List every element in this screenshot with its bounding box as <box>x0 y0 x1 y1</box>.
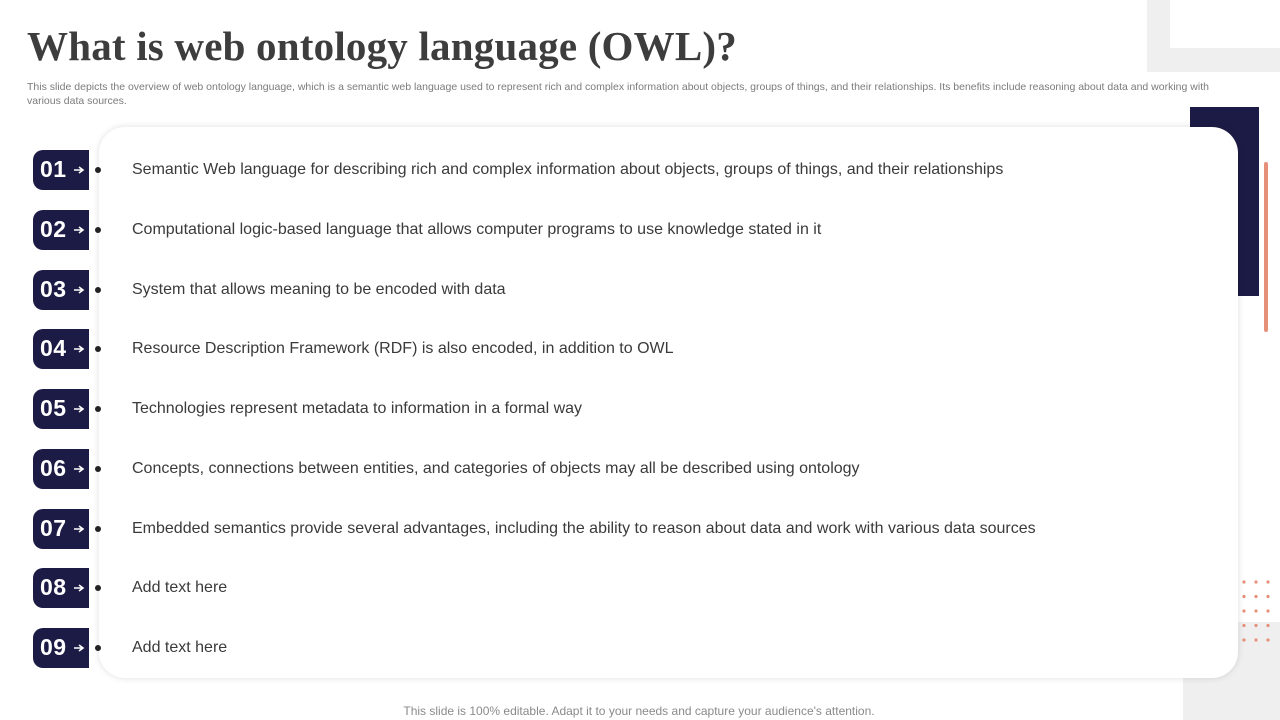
list-item <box>33 329 1133 369</box>
number-badge <box>33 628 89 668</box>
item-number: 05 <box>40 395 67 421</box>
list-item <box>33 210 1133 250</box>
decorative-dot <box>1242 580 1245 583</box>
decorative-dot <box>1266 638 1269 641</box>
arrow-right-icon <box>73 164 85 176</box>
item-text[interactable]: System that allows meaning to be encoded with data <box>132 280 506 298</box>
arrow-right-icon <box>73 403 85 415</box>
decorative-dot <box>1254 624 1257 627</box>
arrow-right-icon <box>73 343 85 355</box>
decorative-dot <box>1242 624 1245 627</box>
list-item <box>33 270 1133 310</box>
bullet-icon <box>95 287 101 293</box>
item-number: 04 <box>40 335 67 362</box>
decorative-dot <box>1254 595 1257 598</box>
decorative-dot <box>1266 595 1269 598</box>
arrow-right-icon <box>73 463 85 475</box>
list-item <box>33 449 1133 489</box>
decorative-dot <box>1266 580 1269 583</box>
decorative-dot <box>1266 609 1269 612</box>
item-text[interactable]: Embedded semantics provide several advantages, including the ability to reason about data and work with various data sources <box>132 519 1036 537</box>
number-badge <box>33 329 89 369</box>
arrow-right-icon <box>73 224 85 236</box>
decorative-dot <box>1254 580 1257 583</box>
bullet-icon <box>95 406 101 412</box>
number-badge <box>33 389 89 429</box>
list-item <box>33 628 1133 668</box>
item-number: 03 <box>40 275 67 302</box>
item-text[interactable]: Resource Description Framework (RDF) is also encoded, in addition to OWL <box>132 340 674 358</box>
number-badge <box>33 568 89 608</box>
footer-note: This slide is 100% editable. Adapt it to your needs and capture your audience's attention. <box>403 704 875 718</box>
decorative-dot <box>1242 595 1245 598</box>
decorative-dot <box>1242 609 1245 612</box>
item-text[interactable]: Add text here <box>132 579 228 597</box>
item-text[interactable]: Concepts, connections between entities, and categories of objects may all be described using ontology <box>132 459 860 477</box>
arrow-right-icon <box>73 284 85 296</box>
decorative-white-block-top <box>1170 0 1280 48</box>
number-badge <box>33 150 89 190</box>
decorative-dot <box>1254 609 1257 612</box>
decorative-dot <box>1266 624 1269 627</box>
item-text[interactable]: Technologies represent metadata to information in a formal way <box>132 400 583 417</box>
item-text[interactable]: Add text here <box>132 639 228 656</box>
item-number: 08 <box>40 574 67 601</box>
bullet-icon <box>95 227 101 233</box>
item-number: 02 <box>40 215 67 242</box>
item-number: 07 <box>40 514 67 541</box>
bullet-icon <box>95 585 101 591</box>
number-badge <box>33 449 89 489</box>
item-text[interactable]: Computational logic-based language that allows computer programs to use knowledge stated in it <box>132 220 822 238</box>
list-item <box>33 568 1133 608</box>
arrow-right-icon <box>73 523 85 535</box>
item-number: 01 <box>40 156 67 182</box>
bullet-icon <box>95 167 101 173</box>
item-number: 06 <box>40 454 67 481</box>
arrow-right-icon <box>73 642 85 654</box>
item-number: 09 <box>40 634 67 660</box>
list-item <box>33 150 1133 190</box>
decorative-dot <box>1254 638 1257 641</box>
decorative-dot <box>1242 638 1245 641</box>
number-badge <box>33 509 89 549</box>
bullet-icon <box>95 466 101 472</box>
number-badge <box>33 210 89 250</box>
slide-title: What is web ontology language (OWL)? <box>27 23 737 69</box>
item-text[interactable]: Semantic Web language for describing rich and complex information about objects, groups of things, and their relationships <box>132 161 1004 178</box>
bullet-icon <box>95 346 101 352</box>
slide-subtitle: This slide depicts the overview of web ontology language, which is a semantic web language used to represent rich and complex information about objects, groups of things, and their relationships. Its benefits include reasoning about data and working with various data sources. <box>27 81 1209 107</box>
number-badge <box>33 270 89 310</box>
decorative-coral-line <box>1264 162 1268 332</box>
bullet-icon <box>95 645 101 651</box>
arrow-right-icon <box>73 582 85 594</box>
bullet-icon <box>95 526 101 532</box>
list-item <box>33 509 1133 549</box>
list-item <box>33 389 1133 429</box>
